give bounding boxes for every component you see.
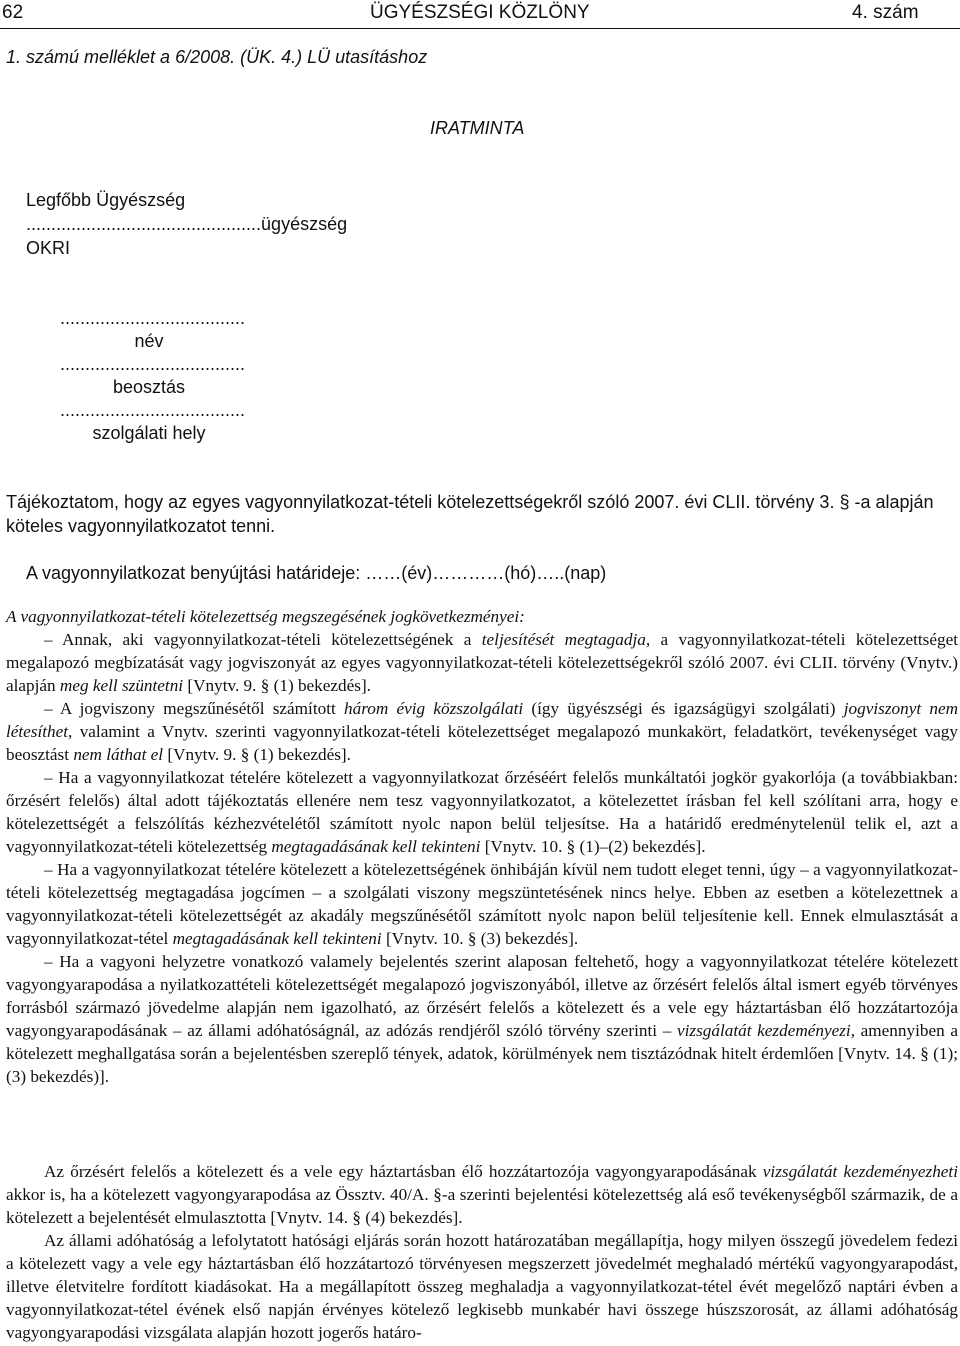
annex-title: 1. számú melléklet a 6/2008. (ÜK. 4.) LÜ utasításhoz [6, 47, 428, 67]
addressee-block [26, 188, 347, 260]
addressee-line-1: Legfőbb Ügyészség [26, 190, 186, 210]
field-name-dots: ..................................... [60, 308, 246, 328]
field-workplace-label: szolgálati hely [92, 423, 206, 443]
notice-text: Tájékoztatom, hogy az egyes vagyonnyilatkozat-tételi kötelezettségekről szóló 2007. évi CLII. törvény 3. § -a alapján köteles vagyonnyilatkozatot tenni. [6, 492, 934, 536]
closing-paragraph-1: Az őrzésért felelős a kötelezett és a vele egy háztartásban élő hozzátartozója vagyongyarapodásának vizsgálatát kezdeményezheti akkor is, ha a kötelezett vagyongyarapodása az Össztv. 40/A. §-a szerinti bejelentési kötelezettség alá eső tevékenységből származik, de a kötelezett a bejelentését elmulasztotta [Vnytv. 14. § (4) bekezdés]. [6, 1162, 958, 1227]
header-rule [0, 28, 960, 29]
addressee-line-2: ...............................................ügyészség [26, 214, 348, 234]
deadline-line: A vagyonnyilatkozat benyújtási határideje: ……(év)…………(hó)…..(nap) [26, 563, 607, 583]
closing-paragraph-2: Az állami adóhatóság a lefolytatott hatósági eljárás során hozott határozatában megállapítja, hogy milyen összegű jövedelem fedezi a kötelezett vagy a vele egy háztartásban élő hozzátartozó törvényesen megszerzett jövedelmét meghaladó mértékű vagyongyarapodást, illetve életvitelre fordított kiadásokat. Ha a megállapított összeg meghaladja a vagyonnyilatkozat-tétel évét megelőző naptári évben a vagyonnyilatkozat-tétel évének első napján érvényes kötelező legkisebb munkabér havi összege húszszorosát, az állami adóhatóság vagyongyarapodási vizsgálata alapján hozott jogerős határo- [6, 1231, 958, 1342]
consequence-paragraph-2: – A jogviszony megszűnésétől számított három évig közszolgálati (így ügyészségi és igazságügyi szolgálati) jogviszonyt nem létesíthet, valamint a Vnytv. szerinti vagyonnyilatkozat-tételi kötelezettséget megalapozó munkakört, feladatkört, tevékenységet vagy beosztást nem láthat el [Vnytv. 9. § (1) bekezdés]. [6, 699, 958, 764]
closing-section [6, 1160, 958, 1344]
field-position-label: beosztás [112, 377, 186, 397]
form-title: IRATMINTA [430, 118, 525, 138]
field-position-dots: ..................................... [60, 354, 246, 374]
consequence-paragraph-4: – Ha a vagyonnyilatkozat tételére kötelezett a kötelezettségének önhibáján kívül nem tudott eleget tenni, úgy – a vagyonnyilatkozat-tételi kötelezettség megtagadása jogcímen – a szolgálati viszony megszüntetésének nincs helye. Ebben az esetben a kötelezettnek a vagyonnyilatkozat-tételi kötelezettségét az akadály megszűnésétől számított nyolc napon belül teljesítenie kell. Ennek elmulasztását a vagyonnyilatkozat-tétel megtagadásának kell tekinteni [Vnytv. 10. § (3) bekezdés]. [6, 860, 958, 948]
journal-title: ÜGYÉSZSÉGI KÖZLÖNY [370, 2, 590, 23]
consequence-paragraph-3: – Ha a vagyonnyilatkozat tételére kötelezett a vagyonnyilatkozat őrzéséért felelős munkáltatói jogkör gyakorlója (a továbbiakban: őrzésért felelős) által adott tájékoztatás ellenére nem tesz vagyonnyilatkozatot, a kötelezettet írásban fel kell szólítani arra, hogy e kötelezettségét a felszólítás kézhezvételétől számított nyolc napon belül teljesítse. Ha a határidő eredménytelenül telik el, azt a vagyonnyilatkozat-tételi kötelezettség megtagadásának kell tekinteni [Vnytv. 10. § (1)–(2) bekezdés]. [6, 768, 958, 856]
field-workplace-dots: ..................................... [60, 400, 246, 420]
addressee-line-3: OKRI [26, 238, 71, 258]
consequence-paragraph-1: – Annak, aki vagyonnyilatkozat-tételi kötelezettségének a teljesítését megtagadja, a vagyonnyilatkozat-tételi kötelezettséget megalapozó megbízatását vagy jogviszonyát az egyes vagyonnyilatkozat-tételi kötelezettségekről szóló 2007. évi CLII. törvény (Vnytv.) alapján meg kell szüntetni [Vnytv. 9. § (1) bekezdés]. [6, 630, 958, 695]
consequence-paragraph-5: – Ha a vagyoni helyzetre vonatkozó valamely bejelentés szerint alaposan feltehető, hogy a vagyonnyilatkozat tételére kötelezett vagyongyarapodása a nyilatkozattételi kötelezettségét megalapozó jogviszonyából, illetve az őrzésért felelős által ismert egyéb törvényes forrásból származó jövedelme alapján nem igazolható, az őrzésért felelős a kötelezett és a vele egy háztartásban élő hozzátartozója vagyongyarapodásának – az állami adóhatóságnál, az adózás rendjéről szóló törvény szerinti – vizsgálatát kezdeményezi, amennyiben a kötelezett meghallgatása során a bejelentésben szereplő tények, adatok, körülmények nem tisztázódnak hitelt érdemlően [Vnytv. 14. § (1); (3) bekezdés)]. [6, 952, 958, 1086]
issue-number: 4. szám [852, 2, 919, 23]
consequences-heading: A vagyonnyilatkozat-tételi kötelezettség megszegésének jogkövetkezményei: [6, 607, 525, 626]
field-name-label: név [134, 331, 164, 351]
recipient-fields [60, 307, 246, 445]
consequences-section [6, 605, 958, 1088]
page-number: 62 [2, 2, 24, 23]
